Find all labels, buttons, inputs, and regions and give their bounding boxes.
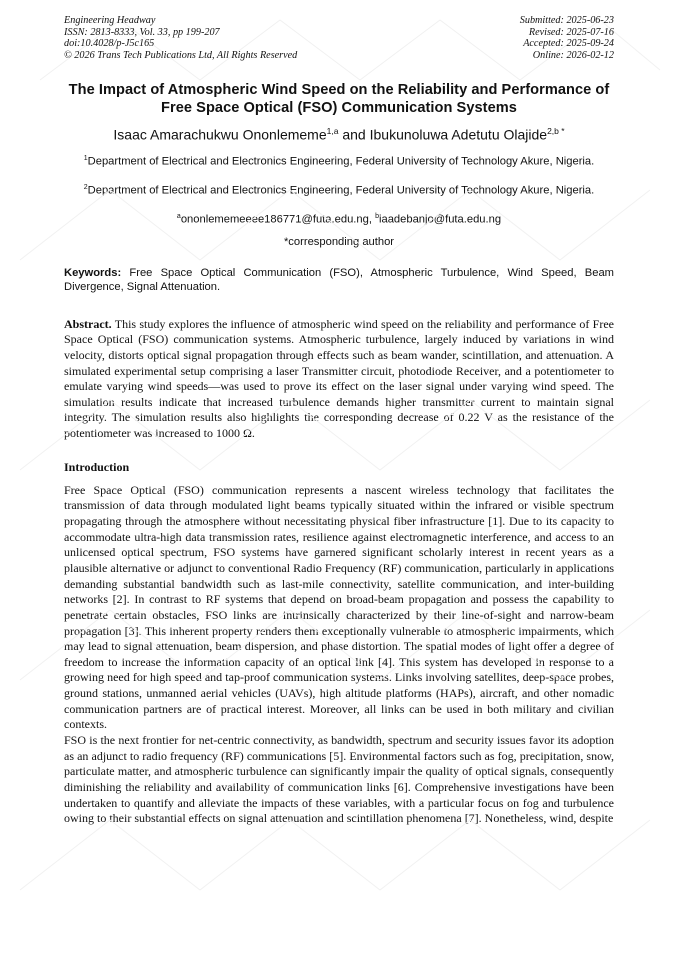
keywords-text: Free Space Optical Communication (FSO), Atmospheric Turbulence, Wind Speed, Beam Divergence, Signal Attenuation. [64,266,614,294]
journal-header [64,15,614,73]
author-2-name: Ibukunoluwa Adetutu Olajide [369,126,548,143]
author-2-affil-marker: 2,b * [547,126,565,136]
email-b-link[interactable]: iaadebanjo@futa.edu.ng [378,213,502,226]
affiliation-1 [64,151,614,170]
author-list [64,122,614,144]
affiliation-2-marker: 2 [83,184,88,192]
date-accepted: Accepted: 2025-09-24 [523,38,614,49]
email-a-marker: a [176,213,181,221]
affiliation-1-text: Department of Electrical and Electronics Engineering, Federal University of Technology Akure, Nigeria. [87,155,595,168]
abstract-text: This study explores the influence of atmospheric wind speed on the reliability and performance of Free Space Optical (FSO) communication systems. Atmospheric turbulence, largely induced by variations in wind velocity, distorts optical signal propagation through effects such as beam wander, scintillation, and attenuation. A simulated experimental setup comprising a laser Transmitter circuit, photodiode Receiver, and a potentiometer to emulate varying wind speeds—was used to prove its effect on the laser signal under varying wind speed. The simulation results indicate that increased turbulence demands higher transmitter current to maintain signal integrity. The simulation results also highlights the corresponding decrease of 0.22 V as the resistance of the potentiometer was increased to 1000 Ω. [64,316,614,441]
journal-issn: ISSN: 2813-8333, Vol. 33, pp 199-207 [64,26,220,38]
corresponding-author-note: *corresponding author [283,235,395,248]
keywords-label: Keywords: [64,266,122,279]
introduction-paragraph-1: Free Space Optical (FSO) communication represents a nascent wireless technology that facilitates the transmission of data through modulated light beams typically situated within the infrared or visible spectrum propagating through the atmosphere without necessitating physical fiber infrastructure [1]. Due to its capacity to accommodate ultra-high data transmission rates, resilience against electromagnetic interference, and access to an unlicensed optical spectrum, FSO systems have garnered significant scholarly interest in recent years as a plausible alternative or adjunct to conventional Radio Frequency (RF) communication, particularly in applications demanding substantial bandwidth such as last-mile connectivity, satellite communication, and inter-building networks [2]. In contrast to RF systems that depend on broad-beam propagation and possess the capability to penetrate certain obstacles, FSO links are intrinsically characterized by their line-of-sight and narrow-beam propagation [3]. This inherent property renders them exceptionally vulnerable to atmospheric impairments, which may lead to signal attenuation, beam dispersion, and phase distortion. The spatial modes of light offer a degree of freedom to increase the information capacity of an optical link [4]. This system has developed in response to a growing need for high speed and tap-proof communication systems. Links involving satellites, deep-space probes, ground stations, unmanned aerial vehicles (UAVs), high altitude platforms (HAPs), aircraft, and other nomadic communication partners are of practical interest. Moreover, all links can be used in both military and civilian contexts. [64,482,614,732]
email-b-marker: b [375,213,379,221]
keywords-block [64,266,614,295]
date-revised: Revised: 2025-07-16 [528,26,614,38]
journal-name: Engineering Headway [64,15,156,26]
author-connector: and [338,126,370,143]
journal-copyright: © 2026 Trans Tech Publications Ltd, All Rights Reserved [64,49,298,61]
date-submitted: Submitted: 2025-06-23 [519,15,614,26]
affiliation-1-marker: 1 [83,154,88,162]
author-1-affil-marker: 1,a [326,126,339,136]
date-online: Online: 2026-02-12 [532,49,614,61]
introduction-body [64,483,614,827]
header-right [520,15,614,61]
paper-title: The Impact of Atmospheric Wind Speed on the Reliability and Performance of Free Space Optical (FSO) Communication Systems [68,82,610,116]
abstract-label: Abstract. [64,316,112,331]
affiliation-2-text: Department of Electrical and Electronics Engineering, Federal University of Technology Akure, Nigeria. [87,185,595,198]
affiliation-2 [64,180,614,199]
author-1-name: Isaac Amarachukwu Ononlememe [113,126,327,143]
email-a-link[interactable]: ononlememeeee186771@futa.edu.ng, [180,213,372,226]
section-heading-introduction: Introduction [64,459,130,474]
author-emails [64,209,614,228]
introduction-paragraph-2: FSO is the next frontier for net-centric connectivity, as bandwidth, spectrum and security issues favor its adoption as an adjunct to radio frequency (RF) communications [5]. Environmental factors such as fog, precipitation, snow, particulate matter, and atmospheric turbulence can significantly impair the quality of optical signals, consequently diminishing the reliability and availability of communication links [6]. Comprehensive investigations have been undertaken to quantify and alleviate the impacts of these variables, with a particular focus on fog and turbulence owing to their substantial effects on signal attenuation and scintillation phenomena [7]. Nonetheless, wind, despite [64,733,614,826]
abstract-block [64,317,614,442]
header-left [64,15,297,61]
journal-doi[interactable]: doi:10.4028/p-J5c165 [64,38,155,49]
